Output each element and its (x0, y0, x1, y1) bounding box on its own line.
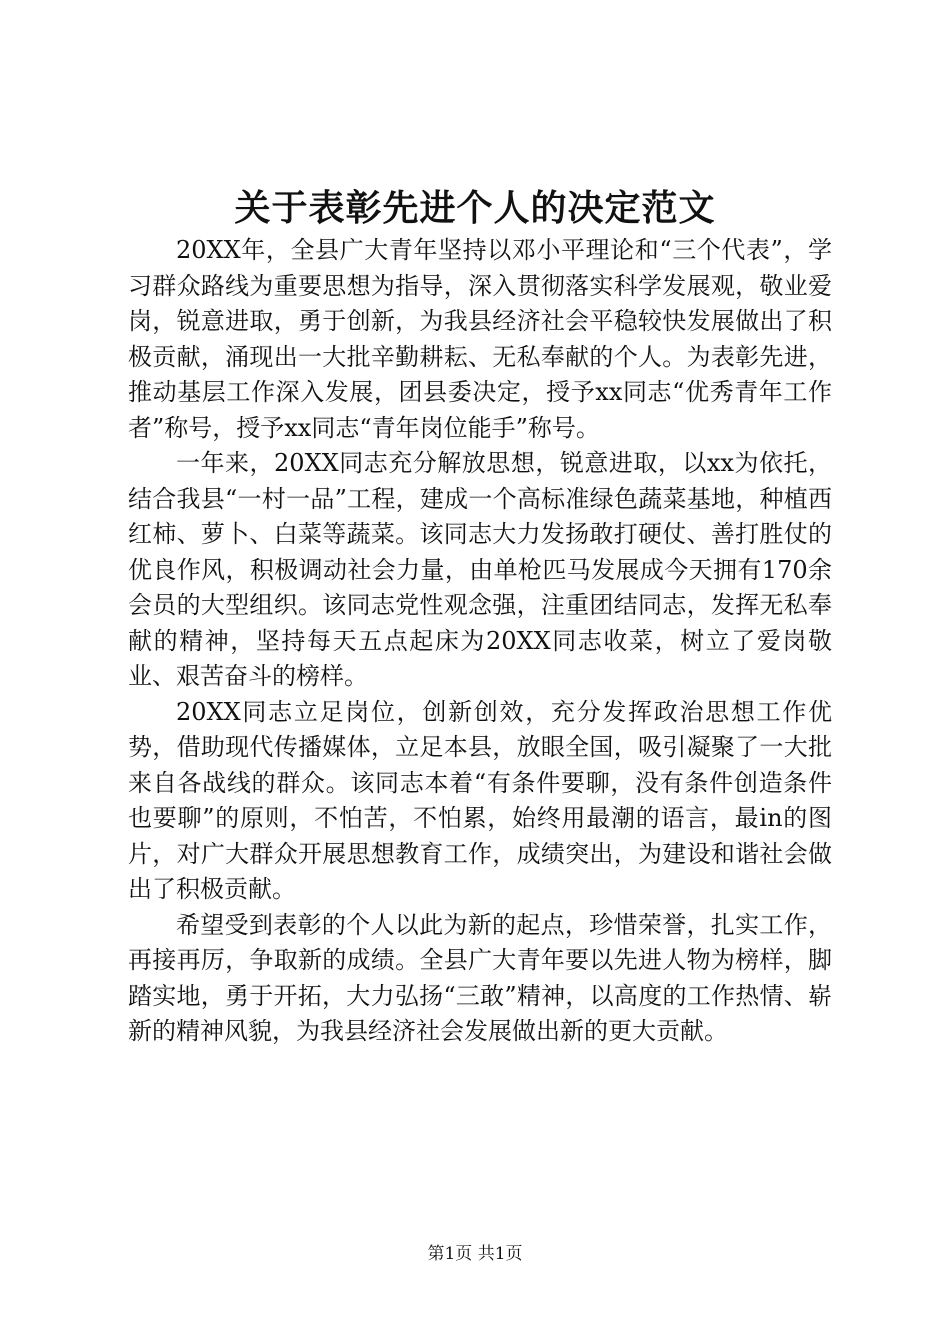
document-title: 关于表彰先进个人的决定范文 (234, 187, 716, 229)
paragraph-3: 20XX同志立足岗位，创新创效，充分发挥政治思想工作优势，借助现代传播媒体，立足本县，放眼全国，吸引凝聚了一大批来自各战线的群众。该同志本着“有条件要聊，没有条件创造条件也要聊”的原则，不怕苦，不怕累，始终用最潮的语言，最in的图片，对广大群众开展思想教育工作，成绩突出，为建设和谐社会做出了积极贡献。 (128, 697, 832, 903)
page-footer: 第1页 共1页 (427, 1244, 523, 1264)
paragraph-1: 20XX年，全县广大青年坚持以邓小平理论和“三个代表”，学习群众路线为重要思想为指导，深入贯彻落实科学发展观，敬业爱岗，锐意进取，勇于创新，为我县经济社会平稳较快发展做出了积极贡献，涌现出一大批辛勤耕耘、无私奉献的个人。为表彰先进，推动基层工作深入发展，团县委决定，授予xx同志“优秀青年工作者”称号，授予xx同志“青年岗位能手”称号。 (128, 236, 832, 442)
paragraph-4: 希望受到表彰的个人以此为新的起点，珍惜荣誉，扎实工作，再接再厉，争取新的成绩。全县广大青年要以先进人物为榜样，脚踏实地，勇于开拓，大力弘扬“三敢”精神，以高度的工作热情、崭新的精神风貌，为我县经济社会发展做出新的更大贡献。 (128, 910, 832, 1045)
paragraph-2: 一年来，20XX同志充分解放思想，锐意进取，以xx为依托，结合我县“一村一品”工程，建成一个高标准绿色蔬菜基地，种植西红柿、萝卜、白菜等蔬菜。该同志大力发扬敢打硬仗、善打胜仗的优良作风，积极调动社会力量，由单枪匹马发展成今天拥有170余会员的大型组织。该同志党性观念强，注重团结同志，发挥无私奉献的精神，坚持每天五点起床为20XX同志收菜，树立了爱岗敬业、艰苦奋斗的榜样。 (128, 449, 832, 690)
document-body (128, 233, 832, 1050)
